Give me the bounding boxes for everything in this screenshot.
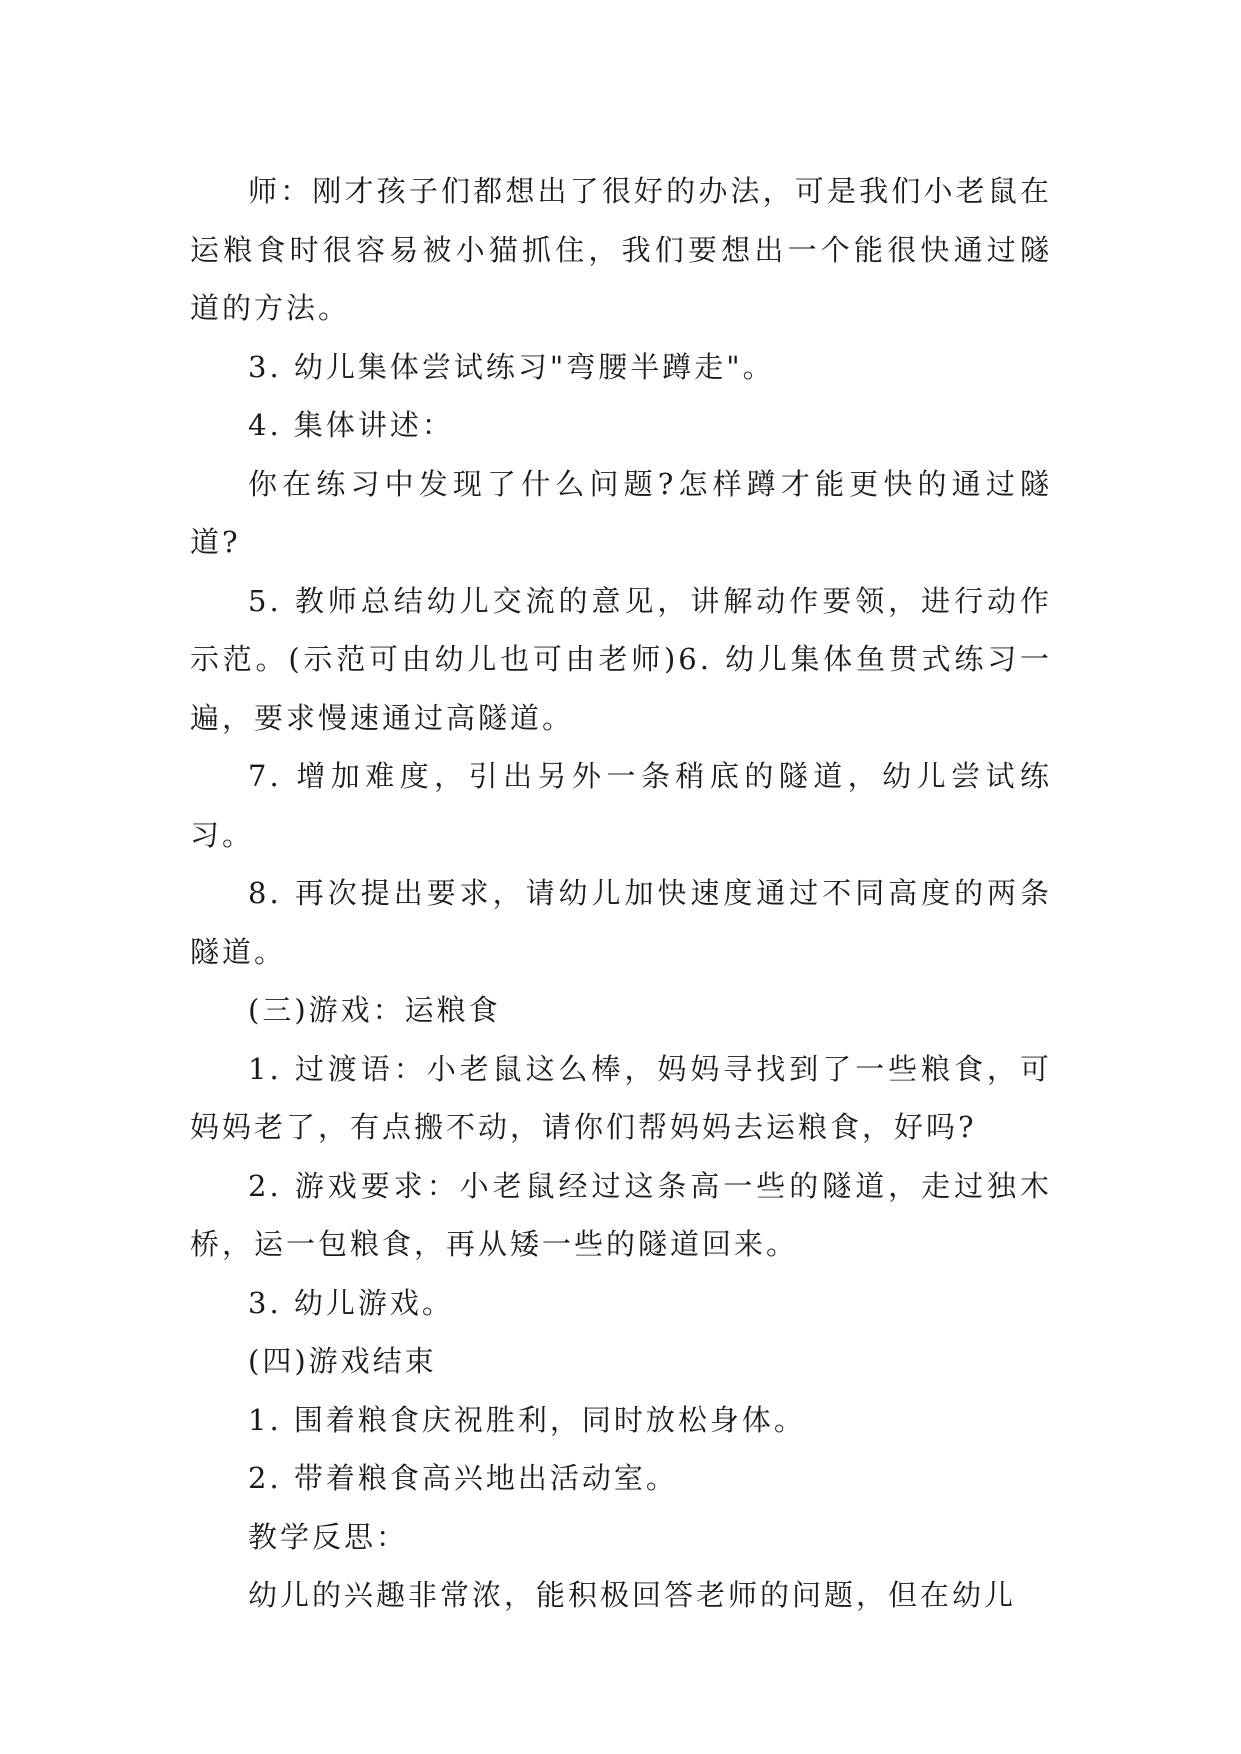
- paragraph: 4. 集体讲述：: [248, 408, 454, 442]
- paragraph: 7. 增加难度，引出另外一条稍底的隧道，幼儿尝试练习。: [190, 759, 1052, 852]
- paragraph: 3. 幼儿游戏。: [248, 1285, 454, 1320]
- paragraph: 1. 围着粮食庆祝胜利，同时放松身体。: [248, 1402, 806, 1437]
- section-heading: (四)游戏结束: [248, 1344, 437, 1378]
- paragraph: 8. 再次提出要求，请幼儿加快速度通过不同高度的两条隧道。: [190, 876, 1052, 969]
- paragraph: 1. 过渡语：小老鼠这么棒，妈妈寻找到了一些粮食，可妈妈老了，有点搬不动，请你们帮妈妈去运粮食，好吗?: [190, 1051, 1052, 1144]
- paragraph: 师：刚才孩子们都想出了很好的办法，可是我们小老鼠在运粮食时很容易被小猫抓住，我们要想出一个能很快通过隧道的方法。: [190, 174, 1052, 325]
- document-body: [190, 162, 1052, 1625]
- section-heading: 教学反思：: [248, 1519, 409, 1554]
- section-heading: (三)游戏：运粮食: [248, 993, 501, 1027]
- paragraph: 2. 带着粮食高兴地出活动室。: [248, 1461, 678, 1495]
- paragraph: 3. 幼儿集体尝试练习"弯腰半蹲走"。: [248, 349, 775, 384]
- paragraph: 5. 教师总结幼儿交流的意见，讲解动作要领，进行动作示范。(示范可由幼儿也可由老师)6. 幼儿集体鱼贯式练习一遍，要求慢速通过高隧道。: [190, 583, 1052, 735]
- paragraph: 你在练习中发现了什么问题?怎样蹲才能更快的通过隧道?: [190, 466, 1052, 559]
- paragraph: 2. 游戏要求：小老鼠经过这条高一些的隧道，走过独木桥，运一包粮食，再从矮一些的隧道回来。: [190, 1168, 1052, 1261]
- paragraph: 幼儿的兴趣非常浓，能积极回答老师的问题，但在幼儿: [248, 1578, 1017, 1612]
